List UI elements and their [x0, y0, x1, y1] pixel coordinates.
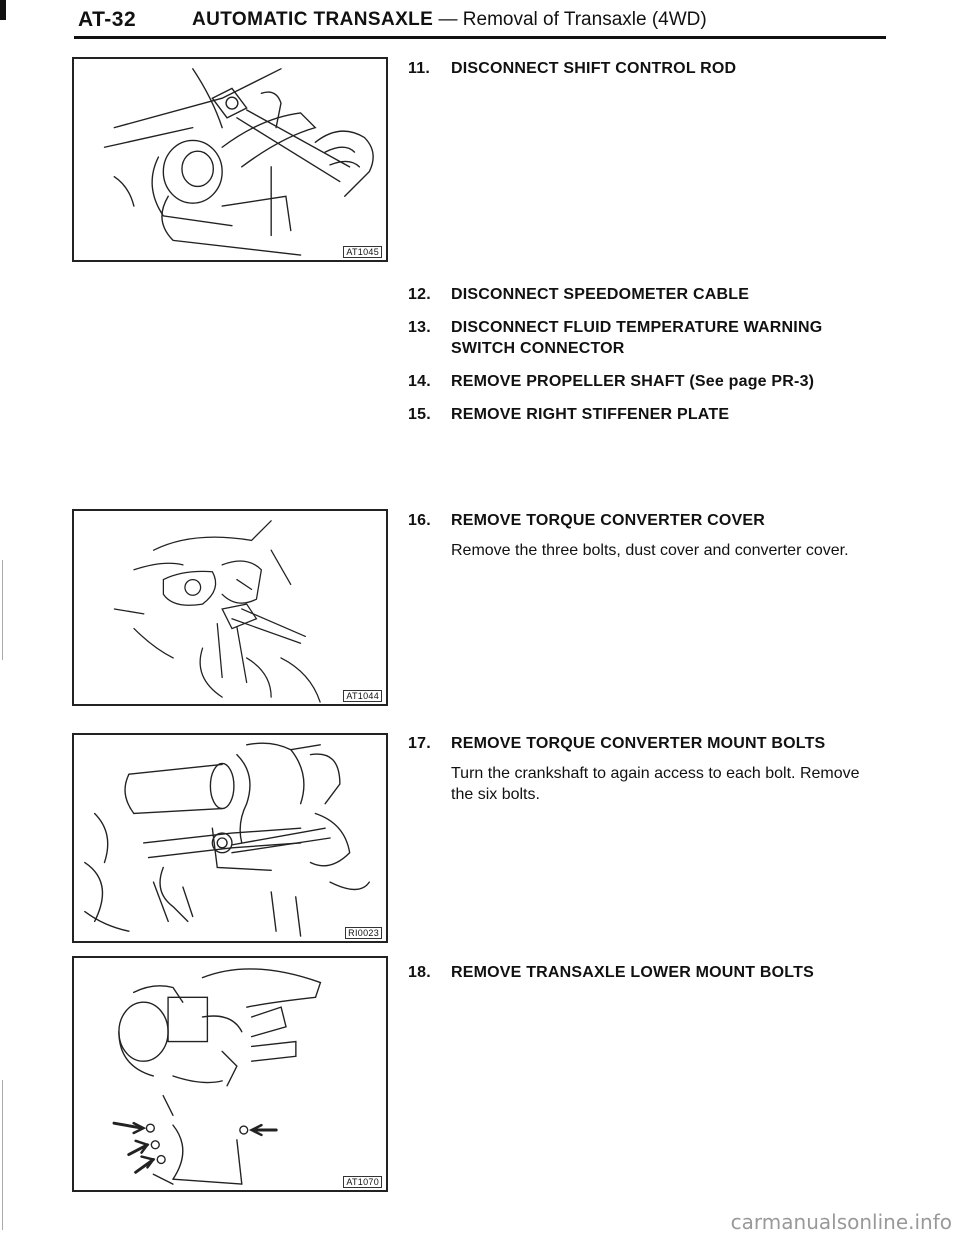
- step-12: [408, 284, 908, 305]
- step-title: REMOVE TORQUE CONVERTER MOUNT BOLTS: [451, 735, 826, 752]
- page-heading: [192, 9, 707, 31]
- step-16: [408, 510, 908, 561]
- converter-mount-bolts-illustration: [74, 735, 386, 941]
- section-title: AUTOMATIC TRANSAXLE: [192, 9, 434, 30]
- figure-shift-control-rod: [72, 57, 388, 262]
- step-title: REMOVE PROPELLER SHAFT (See page PR-3): [451, 373, 815, 390]
- step-18: [408, 962, 908, 983]
- section-subtitle: Removal of Transaxle (4WD): [462, 9, 707, 30]
- figure-transaxle-lower-mount-bolts: [72, 956, 388, 1192]
- figure-code: AT1045: [343, 246, 382, 258]
- step-title: DISCONNECT SPEEDOMETER CABLE: [451, 286, 750, 303]
- corner-mark: [0, 0, 6, 20]
- step-13: [408, 317, 908, 359]
- figure-code: AT1070: [343, 1176, 382, 1188]
- step-title: REMOVE RIGHT STIFFENER PLATE: [451, 406, 730, 423]
- margin-line: [2, 1080, 3, 1230]
- step-number: 13.: [408, 319, 431, 336]
- step-number: 18.: [408, 964, 431, 981]
- step-11: [408, 58, 908, 79]
- transaxle-lower-mount-bolts-illustration: [74, 958, 386, 1190]
- margin-line: [2, 560, 3, 660]
- step-number: 15.: [408, 406, 431, 423]
- page-header: [0, 0, 960, 44]
- figure-fluid-temperature-connector: [72, 509, 388, 706]
- figure-converter-mount-bolts: [72, 733, 388, 943]
- step-body: Turn the crankshaft to again access to each bolt. Remove the six bolts.: [451, 765, 860, 803]
- step-title: REMOVE TORQUE CONVERTER COVER: [451, 512, 765, 529]
- shift-control-rod-illustration: [74, 59, 386, 260]
- step-number: 11.: [408, 60, 430, 77]
- step-number: 17.: [408, 735, 431, 752]
- step-title: DISCONNECT SHIFT CONTROL ROD: [451, 60, 737, 77]
- step-body: Remove the three bolts, dust cover and converter cover.: [451, 542, 849, 559]
- step-number: 12.: [408, 286, 431, 303]
- step-number: 14.: [408, 373, 431, 390]
- step-title: DISCONNECT FLUID TEMPERATURE WARNING SWITCH CONNECTOR: [451, 319, 823, 357]
- step-number: 16.: [408, 512, 431, 529]
- figure-code: RI0023: [345, 927, 382, 939]
- watermark: carmanualsonline.info: [730, 1210, 952, 1234]
- step-14: [408, 371, 908, 392]
- step-15: [408, 404, 908, 425]
- page-code: AT-32: [78, 8, 137, 31]
- header-rule: [74, 36, 886, 39]
- step-title: REMOVE TRANSAXLE LOWER MOUNT BOLTS: [451, 964, 814, 981]
- step-17: [408, 733, 908, 805]
- figure-code: AT1044: [343, 690, 382, 702]
- fluid-temperature-connector-illustration: [74, 511, 386, 704]
- title-separator: —: [433, 9, 463, 30]
